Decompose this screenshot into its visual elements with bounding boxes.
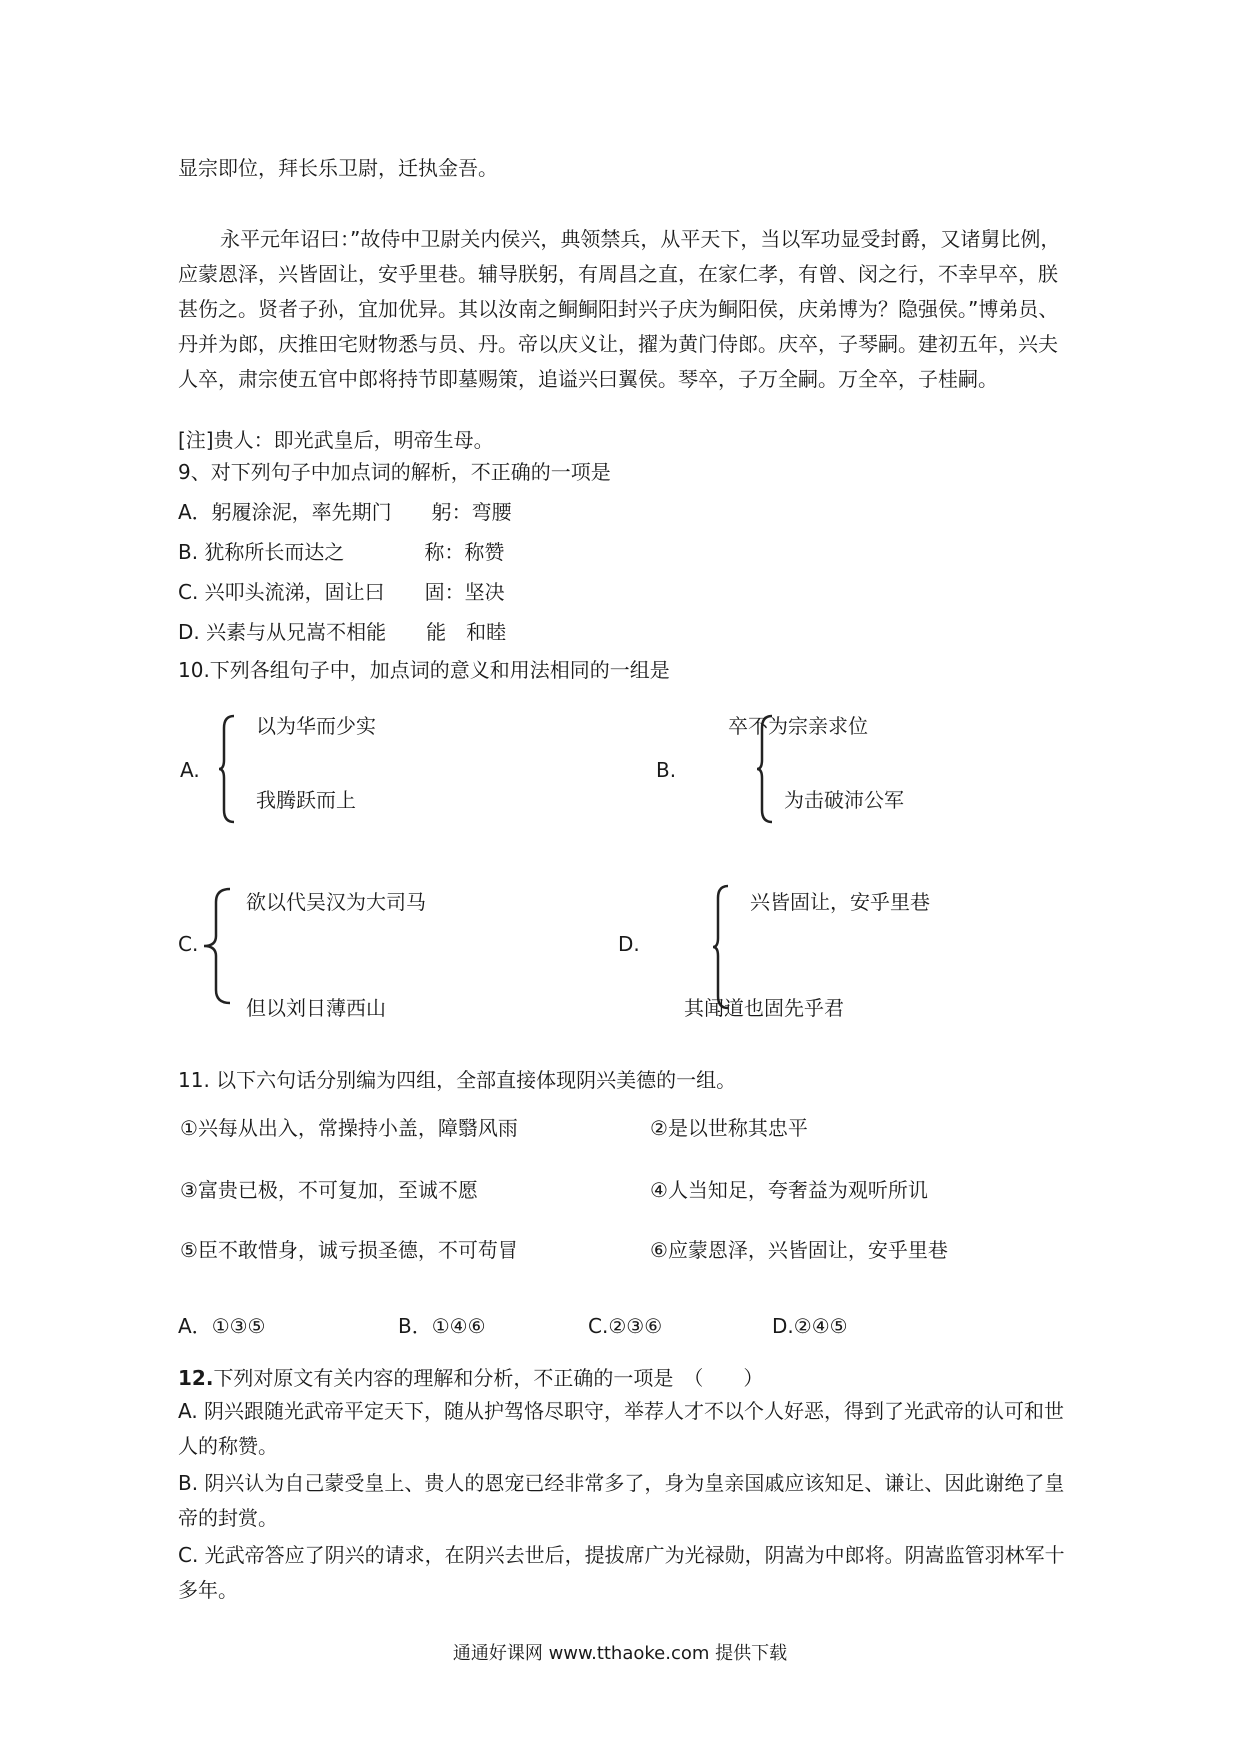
passage-paragraph: 永平元年诏曰：”故侍中卫尉关内侯兴，典领禁兵，从平天下，当以军功显受封爵，又诸舅比例，应蒙恩泽，兴皆固让，安乎里巷。辅导朕躬，有周昌之直，在家仁孝，有曾、闵之行，不幸早卒，朕甚伤之。贤者子孙，宜加优异。其以汝南之鲖鲖阳封兴子庆为鲖阳侯，庆弟博为？隐强侯。”博弟员、丹并为郎，庆推田宅财物悉与员、丹。帝以庆义让，擢为黄门侍郎。庆卒，子琴嗣。建初五年，兴夫人卒，肃宗使五官中郎将持节即墓赐策，追谥兴曰翼侯。琴卒，子万全嗣。万全卒，子桂嗣。 [178, 227, 1061, 391]
q11-item-4 [650, 1176, 928, 1204]
q10-a-label: A. [180, 758, 200, 782]
q11-answer-label: C. [588, 1314, 609, 1338]
q11-item-text: 臣不敢惜身，诚亏损圣德，不可苟冒 [197, 1238, 518, 1262]
q11-stem: 11. 以下六句话分别编为四组，全部直接体现阴兴美德的一组。 [178, 1068, 737, 1092]
q9-option-c: C. 兴叩头流涕，固让曰 固：坚决 [178, 580, 505, 604]
q12-number: 12. [178, 1366, 214, 1390]
q9-stem: 9、对下列句子中加点词的解析，不正确的一项是 [178, 460, 611, 484]
q10-b-label: B. [656, 758, 677, 782]
q11-item-5 [180, 1236, 518, 1264]
q11-item-number: ④ [650, 1178, 668, 1202]
q11-item-text: 应蒙恩泽，兴皆固让，安乎里巷 [667, 1238, 948, 1262]
q11-answer-b [398, 1312, 486, 1340]
q10-d-brace [712, 884, 732, 1010]
q11-item-text: 富贵已极，不可复加，至诚不愿 [197, 1178, 478, 1202]
q11-item-text: 是以世称其忠平 [667, 1116, 808, 1140]
q10-d-sentence-1: 兴皆固让，安乎里巷 [750, 890, 930, 914]
q11-item-2 [650, 1114, 808, 1142]
q11-item-1 [180, 1114, 518, 1142]
q10-a-brace [218, 714, 238, 824]
q10-d-label: D. [618, 932, 640, 956]
q12-option-a: A. 阴兴跟随光武帝平定天下，随从护驾恪尽职守，举荐人才不以个人好恶，得到了光武帝的认可和世人的称赞。 [178, 1399, 1065, 1458]
q11-answer-value: ②④⑤ [793, 1314, 848, 1338]
q10-c-label: C. [178, 932, 199, 956]
q12-stem-text: 下列对原文有关内容的理解和分析，不正确的一项是 （ ） [213, 1366, 764, 1390]
q9-option-b: B. 犹称所长而达之 称：称赞 [178, 540, 505, 564]
q10-a-sentence-2: 我腾跃而上 [256, 788, 356, 812]
q10-stem: 10.下列各组句子中，加点词的意义和用法相同的一组是 [178, 658, 670, 682]
q11-answer-label: D. [772, 1314, 794, 1338]
q11-item-number: ⑥ [650, 1238, 668, 1262]
q10-b-sentence-2: 为击破沛公军 [784, 788, 904, 812]
q9-option-a: A．躬履涂泥，率先期门 躬：弯腰 [178, 500, 512, 524]
q11-item-number: ③ [180, 1178, 198, 1202]
q12-option-b: B. 阴兴认为自己蒙受皇上、贵人的恩宠已经非常多了，身为皇亲国戚应该知足、谦让、因此谢绝了皇帝的封赏。 [178, 1471, 1065, 1530]
q9-option-d: D. 兴素与从兄嵩不相能 能 和睦 [178, 620, 507, 644]
q12-stem [178, 1364, 763, 1392]
q12-option-c: C. 光武帝答应了阴兴的请求，在阴兴去世后，提拔席广为光禄勋，阴嵩为中郎将。阴嵩监管羽林军十多年。 [178, 1543, 1065, 1602]
q11-answer-d [772, 1312, 848, 1340]
q11-answer-c [588, 1312, 662, 1340]
annotation-note: [注]贵人：即光武皇后，明帝生母。 [178, 428, 494, 452]
q11-answer-a [178, 1312, 265, 1340]
q11-item-number: ② [650, 1116, 668, 1140]
q11-answer-label: B． [398, 1314, 432, 1338]
q10-d-sentence-2: 其闻道也固先乎君 [684, 996, 844, 1020]
q11-item-3 [180, 1176, 478, 1204]
q11-item-text: 兴每从出入，常操持小盖，障翳风雨 [197, 1116, 518, 1140]
passage-line-1: 显宗即位，拜长乐卫尉，迁执金吾。 [178, 156, 498, 180]
q10-c-brace [202, 886, 232, 1006]
q11-item-6 [650, 1236, 948, 1264]
q11-answer-value: ②③⑥ [608, 1314, 663, 1338]
q11-item-number: ① [180, 1116, 198, 1140]
q10-a-sentence-1: 以为华而少实 [256, 714, 376, 738]
q10-c-sentence-1: 欲以代吴汉为大司马 [246, 890, 426, 914]
page-footer: 通通好课网 www.tthaoke.com 提供下载 [452, 1643, 788, 1664]
q11-answer-label: A． [178, 1314, 212, 1338]
q11-item-number: ⑤ [180, 1238, 198, 1262]
q11-answer-value: ①③⑤ [211, 1314, 266, 1338]
q11-item-text: 人当知足，夸奢益为观听所讥 [667, 1178, 928, 1202]
q10-c-sentence-2: 但以刘日薄西山 [246, 996, 386, 1020]
q11-answer-value: ①④⑥ [431, 1314, 486, 1338]
q10-b-sentence-1: 卒不为宗亲求位 [728, 714, 868, 738]
